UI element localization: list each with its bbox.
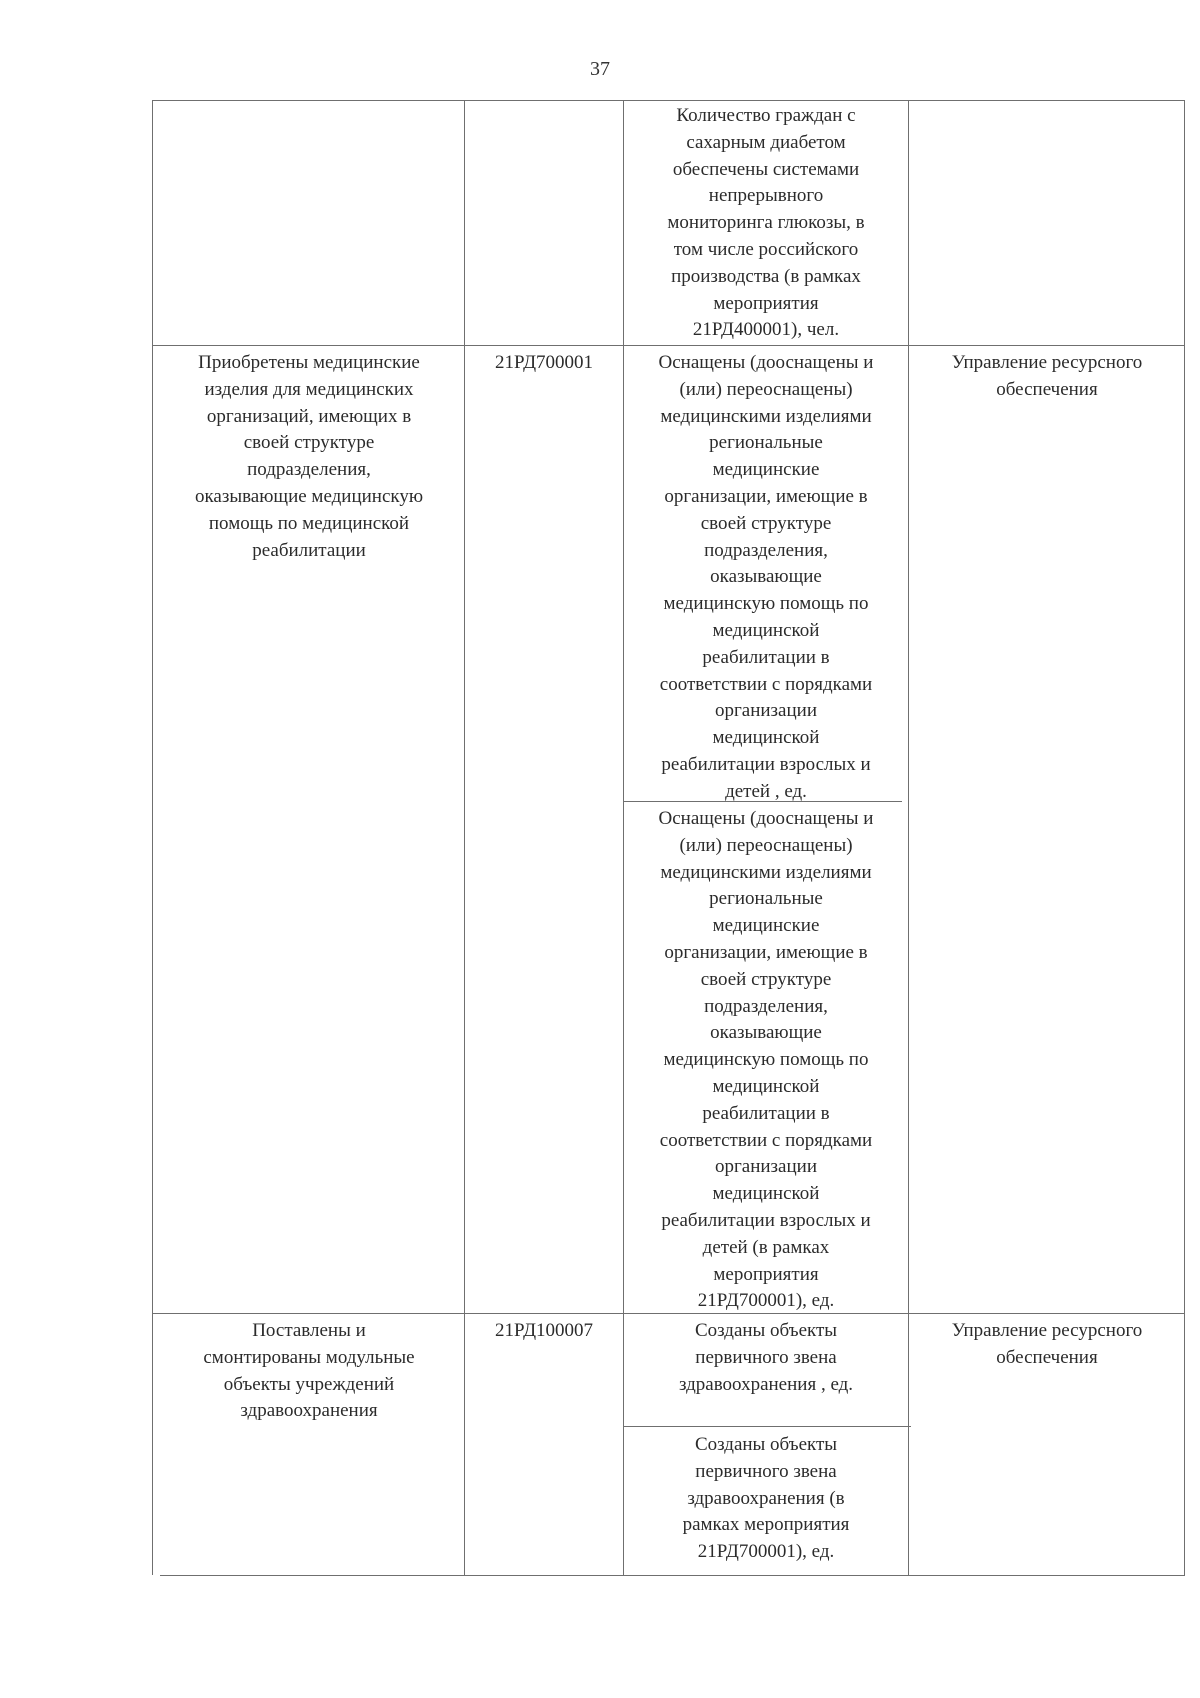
result-cell: Приобретены медицинские изделия для медицинских организаций, имеющих в своей структуре подразделения, оказывающие медицинскую помощь по медицинской реабилитации <box>194 352 424 561</box>
responsible-cell: Управление ресурсного обеспечения <box>951 1320 1143 1368</box>
column-border <box>464 100 465 1575</box>
table-bottom-border <box>160 1575 1185 1576</box>
code-cell: 21РД100007 <box>494 1320 594 1341</box>
column-border <box>1184 100 1185 1575</box>
page-number: 37 <box>590 58 610 80</box>
column-border <box>908 100 909 1575</box>
indicator-cell: Оснащены (дооснащены и (или) переоснащены) медицинскими изделиями региональные медицинские организации, имеющие в своей структуре подразделения, оказывающие медицинскую помощь по медицинской реабилитации в соответствии с порядками организации медицинской реабилитации взрослых и детей , ед. <box>658 352 874 802</box>
indicator-cell: Количество граждан с сахарным диабетом обеспечены системами непрерывного мониторинга глюкозы, в том числе российского производства (в рамках мероприятия 21РД400001), чел. <box>667 105 865 341</box>
indicator-cell: Созданы объекты первичного звена здравоохранения (в рамках мероприятия 21РД700001), ед. <box>682 1434 850 1563</box>
result-cell: Поставлены и смонтированы модульные объекты учреждений здравоохранения <box>203 1320 415 1422</box>
responsible-cell: Управление ресурсного обеспечения <box>951 352 1143 400</box>
row-divider <box>152 345 1185 346</box>
subrow-divider <box>623 1426 911 1427</box>
indicator-cell: Созданы объекты первичного звена здравоохранения , ед. <box>678 1320 854 1395</box>
column-border <box>152 100 153 1575</box>
indicator-cell: Оснащены (дооснащены и (или) переоснащены) медицинскими изделиями региональные медицинские организации, имеющие в своей структуре подразделения, оказывающие медицинскую помощь по медицинской реабилитации в соответствии с порядками организации медицинской реабилитации взрослых и детей (в рамках мероприятия 21РД700001), ед. <box>658 808 874 1312</box>
code-cell: 21РД700001 <box>494 352 594 373</box>
table-top-border <box>152 100 1185 101</box>
column-border <box>623 100 624 1575</box>
